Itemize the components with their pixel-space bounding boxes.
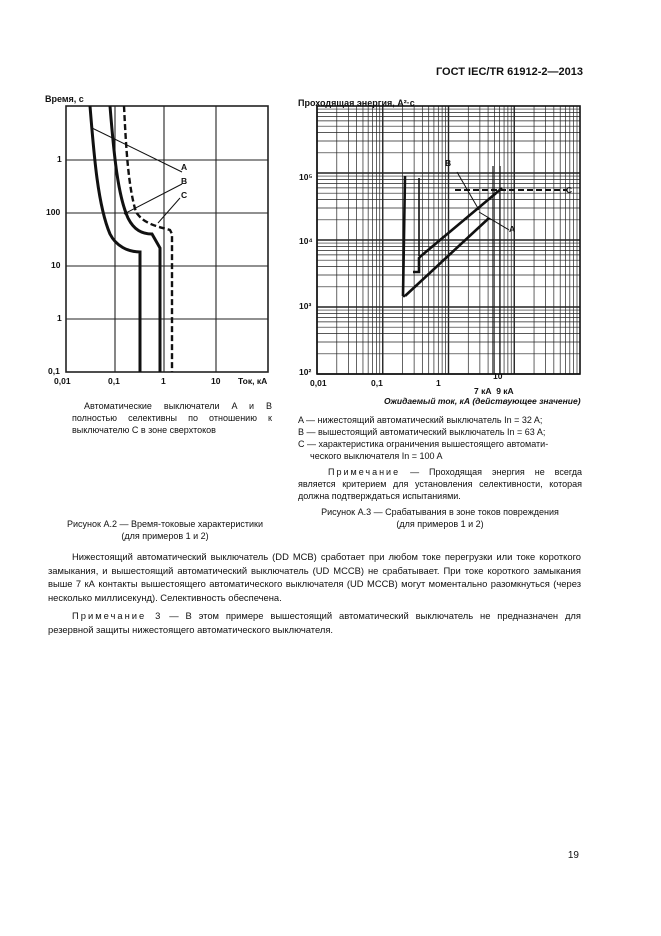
fig-a3-label-c: C — [566, 185, 573, 195]
body-note-3-prefix: Примечание 3 — [72, 610, 163, 621]
fig-a3-xtick: 1 — [436, 378, 441, 388]
fig-a2-label-c: C — [181, 190, 188, 200]
fig-a3-ytick: 10³ — [299, 301, 312, 311]
fig-a3-xtick: 0,01 — [310, 378, 327, 388]
body-paragraph: Нижестоящий автоматический выключатель (DD MCB) сработает при любом токе перегрузки или токе короткого замыкания, и вышестоящий автоматический выключатель (UD MCCB) не срабатывает. При токе короткого замыкания выше 7 кА контакты вышестоящего автоматического выключателя (UD MCCB) могут моментально разомкнуться (через несколько миллисекунд). Селективность обеспечена. — [48, 551, 581, 603]
fig-a2-ytick: 1 — [57, 313, 62, 323]
fig-a3-note-prefix: Примечание — [328, 467, 401, 477]
fig-a3-legend-a: A — нижестоящий автоматический выключатель In = 32 A; — [298, 415, 543, 425]
fig-a3-ytick: 10⁴ — [299, 236, 313, 246]
fig-a3-legend-b: B — вышестоящий автоматический выключатель In = 63 A; — [298, 427, 546, 437]
fig-a3-ytick: 10² — [299, 367, 312, 377]
fig-a3-x-axis-label: Ожидаемый ток, кА (действующее значение) — [384, 396, 581, 406]
fig-a2-label-a: A — [181, 162, 188, 172]
fig-a3-label-a: A — [509, 224, 516, 234]
fig-a2-ytick: 0,1 — [48, 366, 60, 376]
fig-a3-caption-line2: (для примеров 1 и 2) — [396, 519, 484, 529]
body-note-3-text: — В этом примере вышестоящий автоматический выключатель не предназначен для резервной защиты нижестоящего автоматического выключателя. — [48, 610, 581, 635]
fig-a3-y-axis-label: Проходящая энергия, A²·с — [298, 98, 415, 108]
document-header: ГОСТ IEC/TR 61912-2—2013 — [435, 66, 583, 78]
fig-a3-label-b: B — [445, 158, 452, 168]
fig-a3-note — [298, 466, 582, 502]
fig-a2-chart — [66, 106, 268, 372]
fig-a2-xtick: 1 — [161, 376, 166, 386]
fig-a3-curve-a — [413, 188, 502, 272]
fig-a3-xtick: 10 — [493, 371, 503, 381]
fig-a2-caption-line1: Рисунок A.2 — Время-токовые характеристики — [67, 519, 263, 529]
fig-a2-ytick: 100 — [46, 207, 61, 217]
fig-a2-xtick: 0,1 — [108, 376, 120, 386]
fig-a3-chart — [317, 106, 580, 374]
fig-a3-note-text: — Проходящая энергия не всегда является критерием для установления селективности, которая должна подтверждаться испытаниями. — [298, 467, 582, 501]
fig-a3-caption — [298, 506, 582, 530]
fig-a3-legend — [298, 414, 582, 462]
fig-a2-curve-b — [110, 106, 160, 372]
fig-a2-y-axis-label: Время, с — [45, 94, 84, 104]
fig-a2-note: Автоматические выключатели A и B полностью селективны по отношению к выключателю C в зоне сверхтоков — [72, 401, 272, 435]
fig-a2-xtick: 10 — [211, 376, 221, 386]
fig-a3-current-marks: 7 кА 9 кА — [474, 386, 514, 396]
fig-a3-ytick: 10⁵ — [299, 172, 313, 182]
page-number: 19 — [567, 850, 579, 861]
fig-a3-legend-c1: C — характеристика ограничения вышестоящего автомати- — [298, 439, 549, 449]
fig-a2-ytick: 1 — [57, 154, 62, 164]
fig-a2-label-b: B — [181, 176, 188, 186]
fig-a2-curve-c — [124, 106, 172, 372]
body-note-3 — [48, 609, 581, 636]
fig-a2-xtick: 0,01 — [54, 376, 71, 386]
fig-a3-xtick: 0,1 — [371, 378, 383, 388]
fig-a2-caption — [50, 518, 280, 542]
fig-a3-legend-c2: ческого выключателя In = 100 A — [310, 451, 443, 461]
fig-a3-caption-line1: Рисунок A.3 — Срабатывания в зоне токов повреждения — [321, 507, 559, 517]
fig-a2-caption-line2: (для примеров 1 и 2) — [121, 531, 209, 541]
fig-a2-x-axis-label: Ток, кА — [238, 376, 268, 386]
fig-a2-ytick: 10 — [51, 260, 61, 270]
